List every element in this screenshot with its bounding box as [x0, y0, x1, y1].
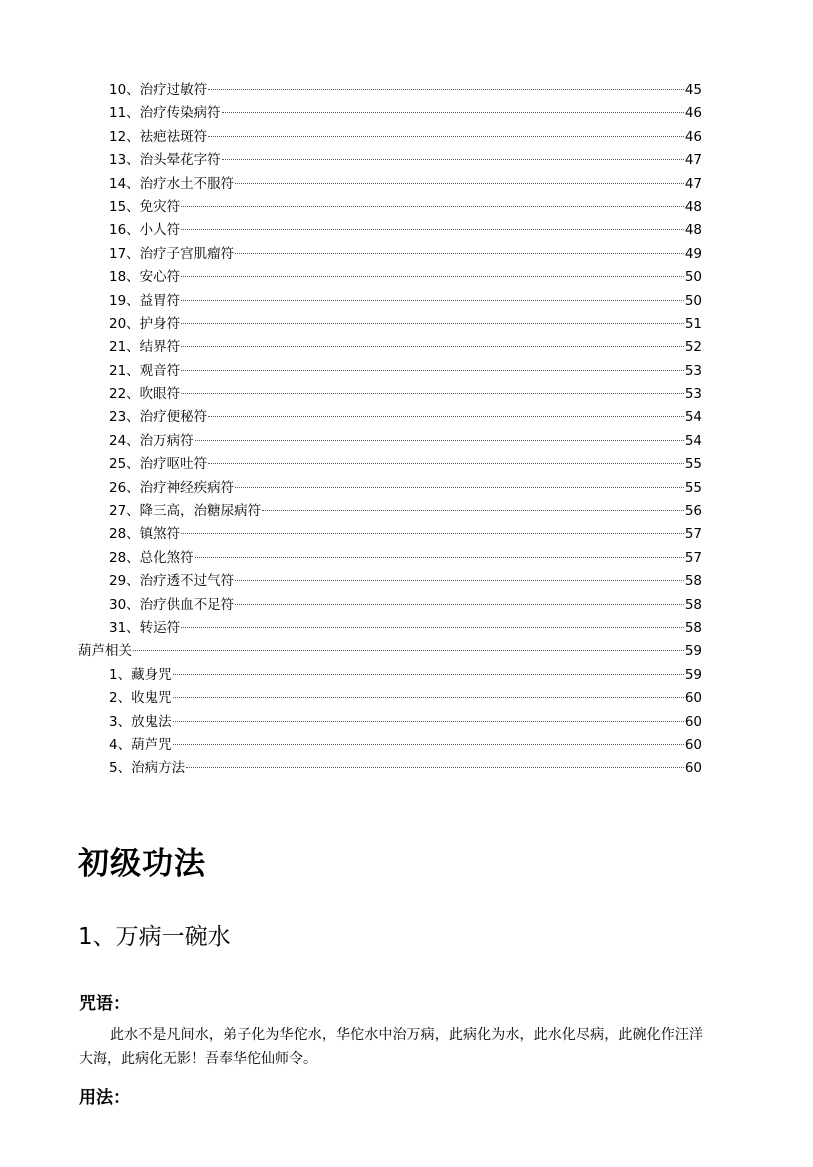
toc-entry-label: 29、治疗透不过气符	[109, 573, 235, 590]
toc-dot-leader	[235, 487, 684, 488]
toc-entry-page-number: 60	[684, 690, 702, 707]
toc-entry-page-number: 60	[684, 736, 702, 753]
toc-entry[interactable]	[0, 757, 813, 780]
toc-dot-leader	[181, 533, 684, 534]
toc-entry[interactable]	[0, 336, 813, 359]
toc-entry-label: 4、葫芦咒	[109, 736, 172, 753]
toc-dot-leader	[181, 346, 684, 347]
toc-entry-page-number: 54	[684, 409, 702, 426]
toc-entry-page-number: 48	[684, 222, 702, 239]
section-title: 1、万病一碗水	[78, 924, 231, 950]
toc-entry-label: 10、治疗过敏符	[109, 82, 208, 98]
toc-entry-label: 24、治万病符	[109, 432, 194, 449]
toc-entry-label: 21、观音符	[109, 362, 181, 379]
toc-dot-leader	[208, 463, 684, 464]
spell-heading: 咒语：	[79, 994, 130, 1014]
toc-entry-page-number: 57	[684, 526, 702, 543]
toc-entry[interactable]	[0, 664, 813, 687]
toc-entry[interactable]	[0, 430, 813, 453]
toc-dot-leader	[181, 206, 684, 207]
toc-dot-leader	[181, 276, 684, 277]
toc-dot-leader	[173, 674, 684, 675]
toc-dot-leader	[222, 159, 684, 160]
toc-entry[interactable]	[0, 500, 813, 523]
toc-entry-label: 31、转运符	[109, 619, 181, 636]
usage-heading: 用法：	[79, 1088, 130, 1108]
toc-entry-label: 12、祛疤祛斑符	[109, 128, 208, 145]
toc-dot-leader	[195, 557, 684, 558]
chapter-title: 初级功法	[78, 846, 206, 882]
toc-entry-label: 3、放鬼法	[109, 713, 172, 730]
toc-entry[interactable]	[0, 149, 813, 172]
toc-entry-page-number: 60	[684, 760, 702, 777]
toc-entry-page-number: 59	[684, 643, 702, 660]
toc-entry-page-number: 50	[684, 269, 702, 286]
toc-entry-page-number: 51	[684, 315, 702, 332]
toc-entry-page-number: 53	[684, 362, 702, 379]
toc-entry[interactable]	[0, 453, 813, 476]
toc-entry-page-number: 47	[684, 152, 702, 169]
toc-dot-leader	[186, 767, 684, 768]
toc-entry-page-number: 47	[684, 175, 702, 192]
toc-entry-label: 5、治病方法	[109, 760, 186, 777]
toc-entry[interactable]	[0, 313, 813, 336]
toc-entry-page-number: 46	[684, 105, 702, 122]
toc-dot-leader	[181, 323, 684, 324]
toc-entry[interactable]	[0, 594, 813, 617]
toc-dot-leader	[181, 300, 684, 301]
toc-entry-page-number: 49	[684, 245, 702, 262]
toc-dot-leader	[235, 183, 684, 184]
toc-entry[interactable]	[0, 477, 813, 500]
toc-dot-leader	[222, 112, 684, 113]
toc-entry-page-number: 58	[684, 573, 702, 590]
toc-dot-leader	[181, 370, 684, 371]
toc-entry-label: 27、降三高，治糖尿病符	[109, 503, 262, 520]
toc-dot-leader	[173, 744, 684, 745]
toc-entry-label: 21、结界符	[109, 339, 181, 356]
toc-dot-leader	[235, 604, 684, 605]
toc-entry-page-number: 46	[684, 128, 702, 145]
toc-entry-label: 23、治疗便秘符	[109, 409, 208, 426]
toc-entry-label: 30、治疗供血不足符	[109, 596, 235, 613]
toc-entry-label: 14、治疗水土不服符	[109, 175, 235, 192]
toc-entry[interactable]	[0, 266, 813, 289]
toc-entry-label: 15、免灾符	[109, 198, 181, 215]
toc-entry[interactable]	[0, 523, 813, 546]
toc-entry-label: 11、治疗传染病符	[109, 105, 221, 122]
toc-entry[interactable]	[0, 243, 813, 266]
toc-entry-page-number: 58	[684, 596, 702, 613]
toc-entry-page-number: 55	[684, 456, 702, 473]
toc-entry-label: 19、益胃符	[109, 292, 181, 309]
toc-entry[interactable]	[0, 102, 813, 125]
toc-dot-leader	[181, 229, 684, 230]
toc-entry[interactable]	[0, 570, 813, 593]
toc-entry-label: 13、治头晕花字符	[109, 152, 221, 169]
toc-dot-leader	[195, 440, 684, 441]
toc-entry[interactable]	[0, 290, 813, 313]
toc-entry-page-number: 56	[684, 503, 702, 520]
toc-dot-leader	[181, 627, 684, 628]
toc-entry[interactable]	[0, 360, 813, 383]
toc-dot-leader	[208, 136, 684, 137]
toc-entry[interactable]	[0, 79, 813, 102]
toc-entry-page-number: 48	[684, 198, 702, 215]
toc-dot-leader	[173, 721, 684, 722]
toc-entry-page-number: 54	[684, 432, 702, 449]
toc-dot-leader	[173, 697, 684, 698]
toc-entry[interactable]	[0, 711, 813, 734]
toc-entry-page-number: 53	[684, 386, 702, 403]
toc-entry[interactable]	[0, 687, 813, 710]
toc-entry-label: 22、吹眼符	[109, 386, 181, 403]
toc-entry[interactable]	[0, 219, 813, 242]
toc-entry[interactable]	[0, 734, 813, 757]
toc-entry-label: 1、藏身咒	[109, 666, 172, 683]
toc-entry[interactable]	[0, 196, 813, 219]
toc-entry[interactable]	[0, 547, 813, 570]
toc-entry-label: 2、收鬼咒	[109, 690, 172, 707]
toc-entry-label: 26、治疗神经疾病符	[109, 479, 235, 496]
toc-entry-label: 20、护身符	[109, 315, 181, 332]
toc-dot-leader	[208, 89, 684, 90]
toc-dot-leader	[262, 510, 684, 511]
toc-entry-page-number: 55	[684, 479, 702, 496]
toc-entry-label: 28、镇煞符	[109, 526, 181, 543]
toc-entry[interactable]	[0, 617, 813, 640]
toc-entry-label: 葫芦相关	[78, 643, 132, 660]
toc-dot-leader	[208, 416, 684, 417]
toc-entry[interactable]	[0, 406, 813, 429]
toc-entry[interactable]	[0, 173, 813, 196]
toc-entry[interactable]	[0, 640, 813, 663]
toc-entry-page-number: 59	[684, 666, 702, 683]
toc-dot-leader	[235, 253, 684, 254]
toc-entry-label: 18、安心符	[109, 269, 181, 286]
toc-entry-label: 28、总化煞符	[109, 549, 194, 566]
toc-entry[interactable]	[0, 126, 813, 149]
table-of-contents	[0, 79, 813, 781]
toc-entry-page-number: 50	[684, 292, 702, 309]
toc-entry-page-number: 45	[684, 82, 702, 98]
toc-dot-leader	[181, 393, 684, 394]
toc-dot-leader	[235, 580, 684, 581]
spell-text: 此水不是凡间水，弟子化为华佗水，华佗水中治万病，此病化为水，此水化尽病，此碗化作汪洋大海，此病化无影！吾奉华佗仙师令。	[79, 1027, 703, 1067]
toc-entry[interactable]	[0, 383, 813, 406]
toc-dot-leader	[133, 650, 684, 651]
toc-entry-page-number: 60	[684, 713, 702, 730]
toc-entry-page-number: 58	[684, 619, 702, 636]
toc-entry-page-number: 57	[684, 549, 702, 566]
toc-entry-label: 17、治疗子宫肌瘤符	[109, 245, 235, 262]
toc-entry-label: 25、治疗呕吐符	[109, 456, 208, 473]
toc-entry-label: 16、小人符	[109, 222, 181, 239]
toc-entry-page-number: 52	[684, 339, 702, 356]
